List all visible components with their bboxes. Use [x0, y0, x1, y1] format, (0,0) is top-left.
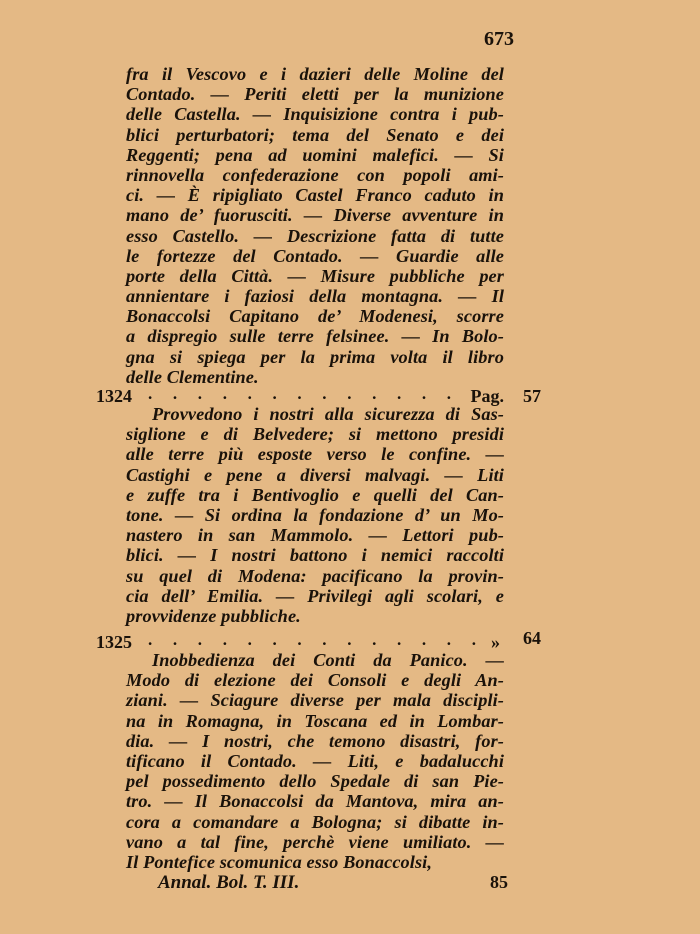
ditto-mark: » — [491, 632, 500, 652]
text-line: Castighi e pene a diversi malvagi. — Liti — [126, 464, 504, 485]
signature-mark: 85 — [490, 872, 508, 892]
text-line: vano a tal fine, perchè viene umiliato. — — [126, 831, 504, 852]
text-line: cora a comandare a Bologna; si dibatte in- — [126, 811, 504, 832]
entry-1323-summary — [126, 64, 504, 387]
text-line: mano de’ fuorusciti. — Diverse avventure in — [126, 205, 504, 226]
text-line: gna si spiega per la prima volta il libro — [126, 346, 504, 367]
entry-1324-summary — [126, 404, 504, 626]
text-line: rinnovella confederazione con popoli ami- — [126, 164, 504, 185]
year-label: 1325 — [96, 632, 132, 652]
text-line: ziani. — Sciagure diverse per mala discipli- — [126, 690, 504, 711]
text-line: pel possedimento dello Spedale di san Pie- — [126, 771, 504, 792]
text-line: nastero in san Mammolo. — Lettori pub- — [126, 525, 504, 546]
text-line: le fortezze del Contado. — Guardie alle — [126, 245, 504, 266]
text-line: alle terre più esposte verso le confine. — — [126, 444, 504, 465]
text-line: Modo di elezione dei Consoli e degli An- — [126, 670, 504, 691]
page-ref-label: Pag. — [470, 386, 504, 406]
text-line: tro. — Il Bonaccolsi da Mantova, mira an- — [126, 791, 504, 812]
text-line: dia. — I nostri, che temono disastri, for- — [126, 730, 504, 751]
text-line: porte della Città. — Misure pubbliche per — [126, 265, 504, 286]
text-line: annientare i faziosi della montagna. — Il — [126, 286, 504, 307]
text-line: delle Castella. — Inquisizione contra i pub- — [126, 104, 504, 125]
text-line: su quel di Modena: pacificano la provin- — [126, 565, 504, 586]
text-line: a dispregio sulle terre felsinee. — In Bolo- — [126, 326, 504, 347]
text-line: blici perturbatori; tema del Senato e dei — [126, 124, 504, 145]
leader-dots: . . . . . . . . . . . . . — [148, 384, 460, 403]
text-line: cia dell’ Emilia. — Privilegi agli scolari, e — [126, 585, 504, 606]
text-line: ci. — È ripigliato Castel Franco caduto in — [126, 185, 504, 206]
leader-dots: . . . . . . . . . . . . . . — [148, 630, 485, 649]
text-line: siglione e di Belvedere; si mettono presidi — [126, 424, 504, 445]
page-footer — [158, 872, 508, 894]
text-line: tone. — Si ordina la fondazione d’ un Mo- — [126, 504, 504, 525]
page-ref-number: 57 — [523, 386, 541, 406]
text-line: Provvedono i nostri alla sicurezza di Sas- — [152, 404, 504, 424]
text-line: Inobbedienza dei Conti da Panico. — — [152, 650, 504, 670]
year-label: 1324 — [96, 386, 132, 406]
year-heading-1324 — [96, 386, 504, 406]
text-line: esso Castello. — Descrizione fatta di tutte — [126, 225, 504, 246]
text-line: tificano il Contado. — Liti, e badalucchi — [126, 750, 504, 771]
text-line: fra il Vescovo e i dazieri delle Moline del — [126, 64, 504, 84]
running-title: Annal. Bol. T. III. — [158, 872, 300, 893]
text-line: Bonaccolsi Capitano de’ Modenesi, scorre — [126, 306, 504, 327]
page-number: 673 — [484, 28, 514, 50]
text-line: na in Romagna, in Toscana ed in Lombar- — [126, 710, 504, 731]
year-heading-1325 — [96, 632, 504, 652]
page-ref-number: 64 — [523, 628, 541, 648]
entry-1325-summary — [126, 650, 504, 872]
text-line: Contado. — Periti eletti per la munizione — [126, 84, 504, 105]
text-line: Reggenti; pena ad uomini malefici. — Si — [126, 144, 504, 165]
text-line: e zuffe tra i Bentivoglio e quelli del Can- — [126, 484, 504, 505]
text-line: Il Pontefice scomunica esso Bonaccolsi, — [126, 851, 433, 872]
text-line: delle Clementine. — [126, 366, 259, 387]
text-line: blici. — I nostri battono i nemici raccolti — [126, 545, 504, 566]
text-line: provvidenze pubbliche. — [126, 605, 301, 626]
